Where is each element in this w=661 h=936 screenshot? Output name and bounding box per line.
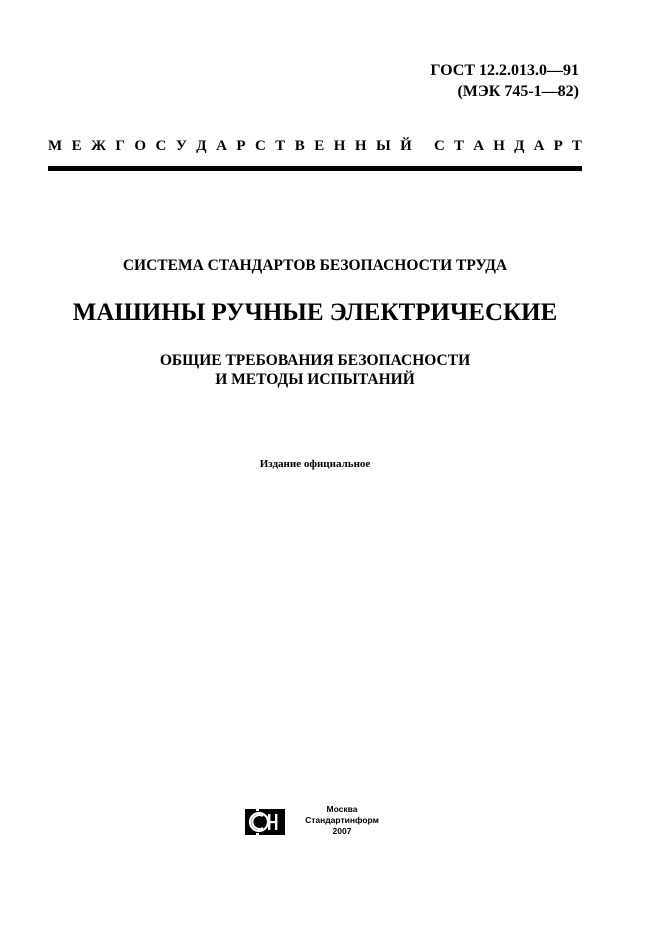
system-title: СИСТЕМА СТАНДАРТОВ БЕЗОПАСНОСТИ ТРУДА bbox=[122, 257, 508, 274]
heading-letter: Н bbox=[493, 138, 505, 154]
edition-note: Издание официальное bbox=[259, 458, 371, 470]
heading-letter: Д bbox=[196, 138, 207, 154]
imprint bbox=[292, 804, 392, 837]
heading-letter: Е bbox=[71, 138, 82, 154]
heading-letter: А bbox=[473, 138, 485, 154]
heading-letter: Т bbox=[275, 138, 286, 154]
interstate-standard-heading bbox=[48, 137, 582, 155]
heading-letter: Ы bbox=[375, 138, 391, 154]
document-title: МАШИНЫ РУЧНЫЕ ЭЛЕКТРИЧЕСКИЕ bbox=[72, 299, 558, 326]
subtitle-line-2: И МЕТОДЫ ИСПЫТАНИЙ bbox=[215, 371, 415, 388]
heading-letter: Д bbox=[514, 138, 525, 154]
heading-letter: Р bbox=[553, 138, 563, 154]
standartinform-logo-icon bbox=[244, 806, 286, 838]
heading-letter: Ж bbox=[91, 138, 106, 154]
heading-letter: Н bbox=[354, 138, 367, 154]
heading-letter: Т bbox=[571, 138, 582, 154]
imprint-publisher: Стандартинформ bbox=[305, 815, 379, 825]
heading-letter: Н bbox=[333, 138, 346, 154]
heading-letter: В bbox=[294, 138, 305, 154]
heading-letter: А bbox=[533, 138, 545, 154]
heading-letter: С bbox=[155, 138, 167, 154]
iec-reference: (МЭК 745-1—82) bbox=[457, 83, 579, 100]
heading-letter: Е bbox=[314, 138, 325, 154]
heading-letter: С bbox=[254, 138, 266, 154]
heading-letter: Й bbox=[400, 138, 412, 154]
heading-letter: Т bbox=[454, 138, 465, 154]
subtitle-line-1: ОБЩИЕ ТРЕБОВАНИЯ БЕЗОПАСНОСТИ bbox=[159, 352, 471, 369]
heading-letter: Г bbox=[115, 138, 125, 154]
standard-number: ГОСТ 12.2.013.0—91 bbox=[430, 62, 579, 79]
heading-letter: У bbox=[175, 138, 187, 154]
imprint-city: Москва bbox=[326, 804, 358, 814]
heading-rule bbox=[48, 166, 582, 171]
heading-letter: О bbox=[134, 138, 147, 154]
interstate-word bbox=[48, 137, 412, 155]
standard-word bbox=[434, 137, 582, 155]
document-subtitle bbox=[0, 351, 630, 389]
imprint-year: 2007 bbox=[332, 826, 352, 836]
heading-letter: Р bbox=[236, 138, 246, 154]
heading-letter: С bbox=[434, 138, 445, 154]
standard-designation bbox=[430, 60, 579, 102]
heading-letter: А bbox=[216, 138, 227, 154]
heading-letter: М bbox=[48, 138, 63, 154]
